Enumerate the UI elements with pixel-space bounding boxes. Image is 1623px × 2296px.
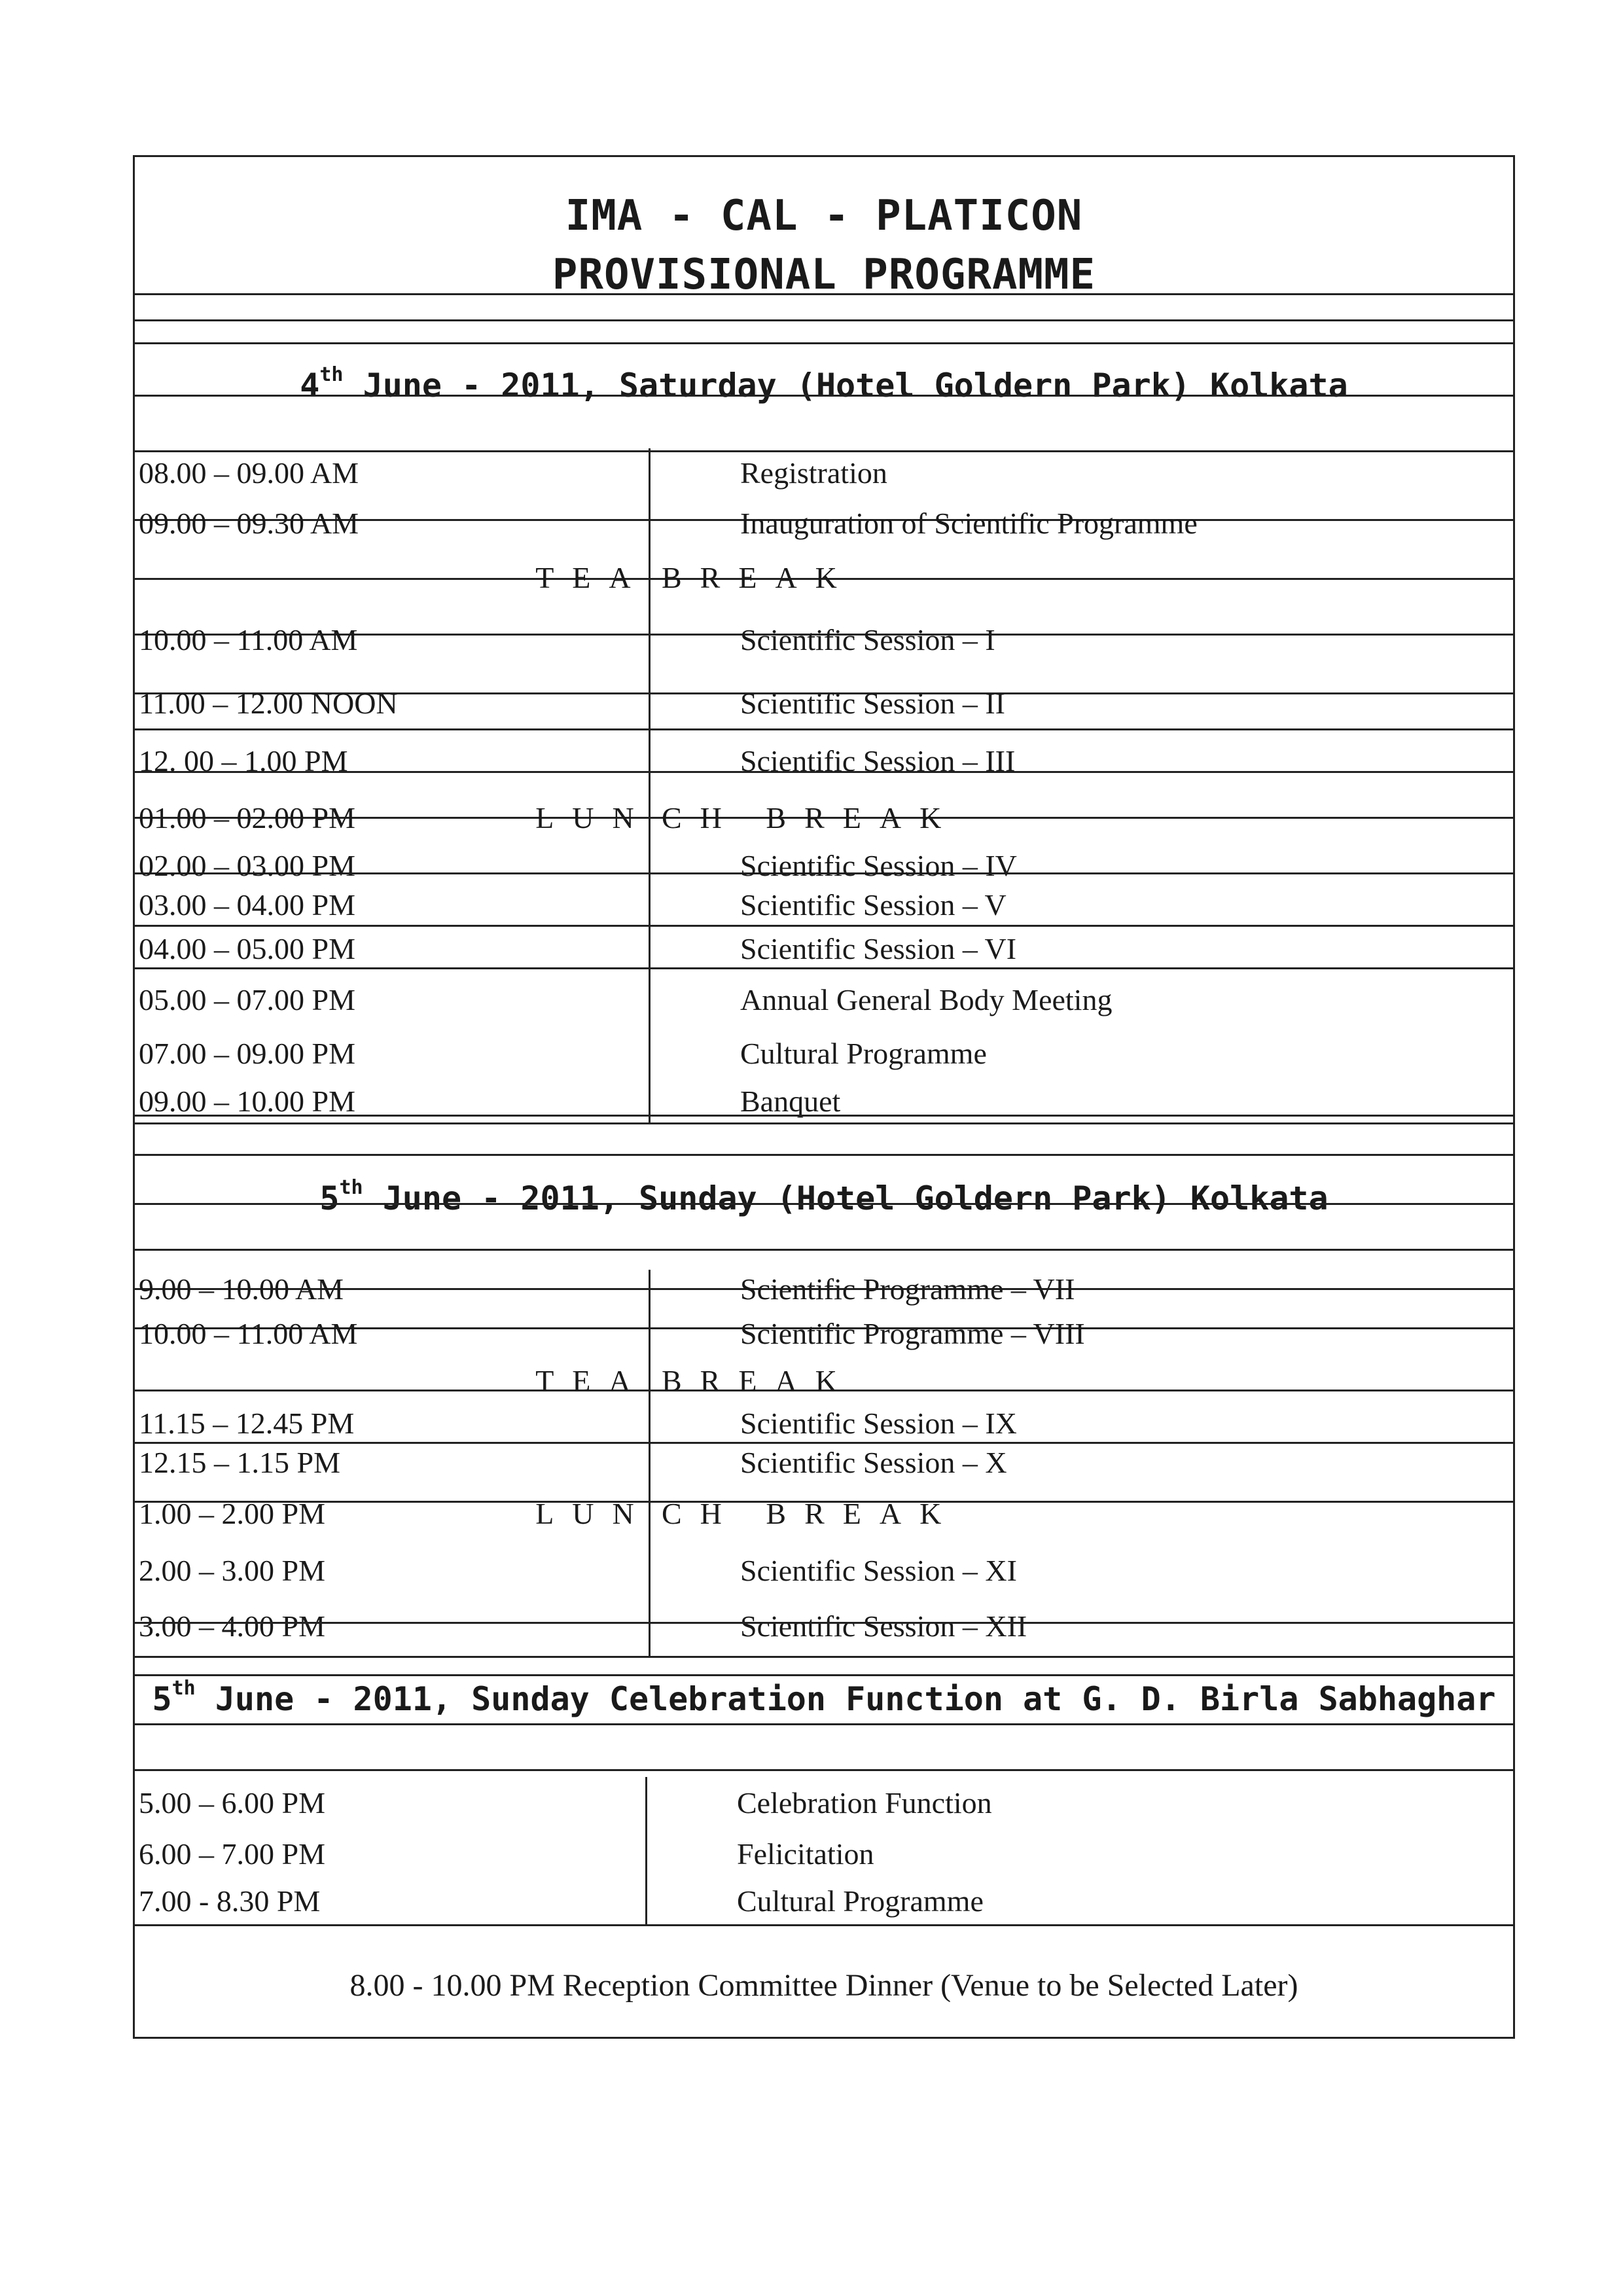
row-divider [135, 1115, 1513, 1117]
time-slot: 5.00 – 6.00 PM [139, 1786, 325, 1820]
row-divider [135, 450, 1513, 452]
column-divider [649, 605, 651, 674]
column-divider [649, 884, 651, 926]
document-title-line2: PROVISIONAL PROGRAMME [552, 251, 1096, 299]
break-label-left: LUN [535, 801, 652, 834]
time-slot: 03.00 – 04.00 PM [139, 888, 355, 922]
row-divider [135, 342, 1513, 344]
session-title: Scientific Session – II [740, 687, 1005, 720]
row-divider [135, 1154, 1513, 1156]
session-title: Felicitation [737, 1837, 874, 1871]
day-heading-3-sup: th [171, 1677, 196, 1700]
day-heading-2-date: 5 [319, 1179, 340, 1217]
day-heading-3 [135, 1677, 1513, 1718]
time-slot: 10.00 – 11.00 AM [139, 1316, 358, 1350]
section-divider [135, 1924, 1513, 1926]
document-title-line1: IMA - CAL - PLATICON [565, 192, 1083, 240]
time-slot: 3.00 – 4.00 PM [139, 1609, 325, 1643]
time-slot: 09.00 – 09.30 AM [139, 507, 359, 540]
session-title: Scientific Session – XI [740, 1554, 1017, 1587]
column-divider [649, 448, 651, 497]
day-heading-3-date: 5 [152, 1680, 172, 1718]
column-divider [645, 1777, 647, 1829]
column-divider [649, 1404, 651, 1443]
section-divider [135, 1656, 1513, 1658]
break-label-right: CH BREAK [662, 1496, 960, 1530]
column-divider [649, 1443, 651, 1482]
day-heading-2-sup: th [339, 1176, 363, 1199]
column-divider [649, 972, 651, 1028]
session-title: Scientific Session – I [740, 622, 995, 656]
session-title: Cultural Programme [740, 1037, 987, 1070]
time-slot: 02.00 – 03.00 PM [139, 848, 355, 882]
time-slot: 11.00 – 12.00 NOON [139, 687, 398, 720]
session-title: Scientific Session – IV [740, 848, 1017, 882]
session-title: Celebration Function [737, 1786, 992, 1820]
session-title: Scientific Session – III [740, 744, 1016, 778]
time-slot: 11.15 – 12.45 PM [139, 1407, 355, 1440]
break-label-right: BREAK [662, 560, 855, 594]
day-heading-3-text: June - 2011, Sunday Celebration Function at G. D. Birla Sabhaghar [215, 1680, 1496, 1718]
title-divider [135, 319, 1513, 321]
session-title: Scientific Programme – VIII [740, 1316, 1085, 1350]
column-divider [649, 674, 651, 733]
time-slot: 6.00 – 7.00 PM [139, 1837, 325, 1871]
row-divider [135, 1769, 1513, 1771]
break-label-left: LUN [535, 1496, 652, 1530]
time-slot: 12. 00 – 1.00 PM [139, 744, 348, 778]
day-heading-1-sup: th [319, 363, 344, 386]
session-title: Registration [740, 456, 887, 490]
row-divider [135, 925, 1513, 927]
time-slot: 2.00 – 3.00 PM [139, 1554, 325, 1587]
row-divider [135, 395, 1513, 397]
time-slot: 01.00 – 02.00 PM [139, 801, 355, 834]
row-divider [135, 293, 1513, 295]
break-label-left: TEA [535, 560, 649, 594]
programme-frame [133, 155, 1515, 2039]
time-slot: 9.00 – 10.00 AM [139, 1272, 344, 1306]
reception-dinner-note: 8.00 - 10.00 PM Reception Committee Dinner (Venue to be Selected Later) [349, 1968, 1298, 2003]
session-title: Scientific Session – XII [740, 1609, 1027, 1643]
column-divider [649, 1270, 651, 1309]
row-divider [135, 1203, 1513, 1205]
column-divider [649, 1028, 651, 1080]
column-divider [649, 497, 651, 550]
session-title: Inauguration of Scientific Programme [740, 507, 1198, 540]
column-divider [649, 1309, 651, 1358]
column-divider [649, 1597, 651, 1656]
row-divider [135, 1674, 1513, 1676]
column-divider [649, 926, 651, 972]
session-title: Scientific Programme – VII [740, 1272, 1075, 1306]
session-title: Cultural Programme [737, 1884, 984, 1918]
time-slot: 1.00 – 2.00 PM [139, 1496, 325, 1530]
row-divider [135, 1723, 1513, 1725]
column-divider [645, 1878, 647, 1924]
day-heading-1-text: June - 2011, Saturday (Hotel Goldern Park) Kolkata [363, 367, 1348, 404]
time-slot: 07.00 – 09.00 PM [139, 1037, 355, 1070]
column-divider [649, 733, 651, 789]
column-divider [649, 848, 651, 884]
column-divider [645, 1829, 647, 1878]
row-divider [135, 1622, 1513, 1624]
section-divider [135, 1122, 1513, 1124]
session-title: Scientific Session – X [740, 1446, 1007, 1479]
break-label-right: BREAK [662, 1364, 855, 1397]
time-slot: 05.00 – 07.00 PM [139, 982, 355, 1016]
time-slot: 12.15 – 1.15 PM [139, 1446, 340, 1479]
session-title: Scientific Session – VI [740, 932, 1017, 965]
break-label-right: CH BREAK [662, 801, 960, 834]
session-title: Banquet [740, 1084, 841, 1118]
row-divider [135, 1249, 1513, 1251]
day-heading-2 [135, 1178, 1513, 1215]
row-divider [135, 1442, 1513, 1444]
row-divider [135, 967, 1513, 969]
row-divider [135, 728, 1513, 730]
day-heading-1-date: 4 [300, 367, 320, 404]
session-title: Scientific Session – V [740, 888, 1007, 922]
session-title: Scientific Session – IX [740, 1407, 1017, 1440]
time-slot: 7.00 - 8.30 PM [139, 1884, 321, 1918]
break-label-left: TEA [535, 1364, 649, 1397]
time-slot: 10.00 – 11.00 AM [139, 622, 358, 656]
session-title: Annual General Body Meeting [740, 982, 1113, 1016]
time-slot: 04.00 – 05.00 PM [139, 932, 355, 965]
column-divider [649, 1545, 651, 1597]
time-slot: 08.00 – 09.00 AM [139, 456, 359, 490]
time-slot: 09.00 – 10.00 PM [139, 1084, 355, 1118]
day-heading-2-text: June - 2011, Sunday (Hotel Goldern Park) Kolkata [382, 1179, 1329, 1217]
